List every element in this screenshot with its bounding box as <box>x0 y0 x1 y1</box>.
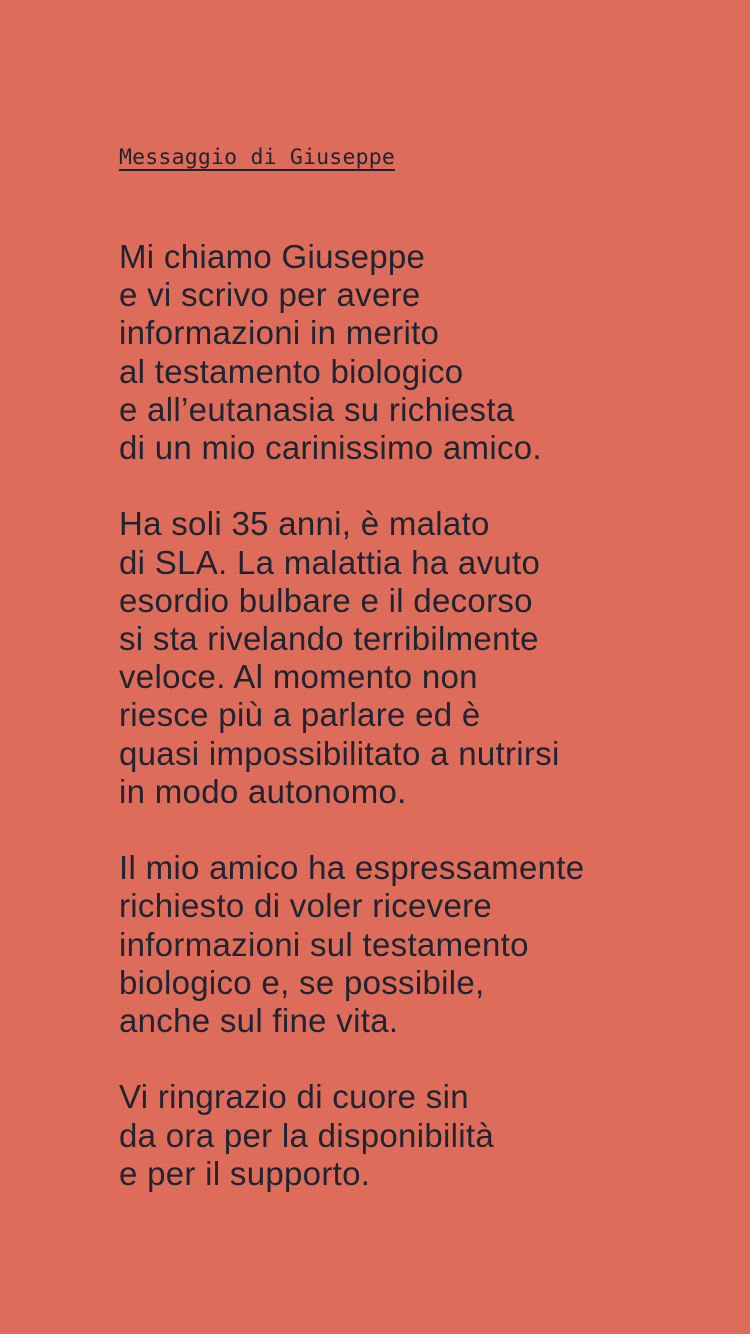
message-line: al testamento biologico <box>119 352 464 390</box>
message-line: Mi chiamo Giuseppe <box>119 238 426 275</box>
message-paragraph-1 <box>119 238 584 467</box>
message-line: esordio bulbare e il decorso <box>119 581 533 619</box>
message-paragraph-3 <box>119 849 584 1040</box>
message-line: informazioni sul testamento <box>119 925 529 963</box>
message-line: riesce più a parlare ed è <box>119 696 481 734</box>
message-line: di un mio carinissimo amico. <box>119 429 542 467</box>
message-line: da ora per la disponibilità <box>119 1116 494 1154</box>
message-line: si sta rivelando terribilmente <box>119 620 539 658</box>
message-line: e all’eutanasia su richiesta <box>119 390 515 428</box>
message-line: Vi ringrazio di cuore sin <box>119 1078 469 1116</box>
message-line: informazioni in merito <box>119 314 440 352</box>
message-line: di SLA. La malattia ha avuto <box>119 543 541 581</box>
message-line: Il mio amico ha espressamente <box>119 849 585 887</box>
message-line: Ha soli 35 anni, è malato <box>119 505 490 543</box>
message-body <box>119 238 584 1193</box>
message-line: e vi scrivo per avere <box>119 276 421 314</box>
message-title-link[interactable]: Messaggio di Giuseppe <box>119 145 396 170</box>
message-line: quasi impossibilitato a nutrirsi <box>119 734 560 772</box>
message-line: veloce. Al momento non <box>119 658 478 696</box>
message-paragraph-4 <box>119 1078 584 1193</box>
message-paragraph-2 <box>119 505 584 811</box>
message-line: richiesto di voler ricevere <box>119 887 493 925</box>
message-line: in modo autonomo. <box>119 772 407 810</box>
message-line: anche sul fine vita. <box>119 1002 399 1040</box>
message-line: biologico e, se possibile, <box>119 963 485 1001</box>
message-line: e per il supporto. <box>119 1154 371 1192</box>
